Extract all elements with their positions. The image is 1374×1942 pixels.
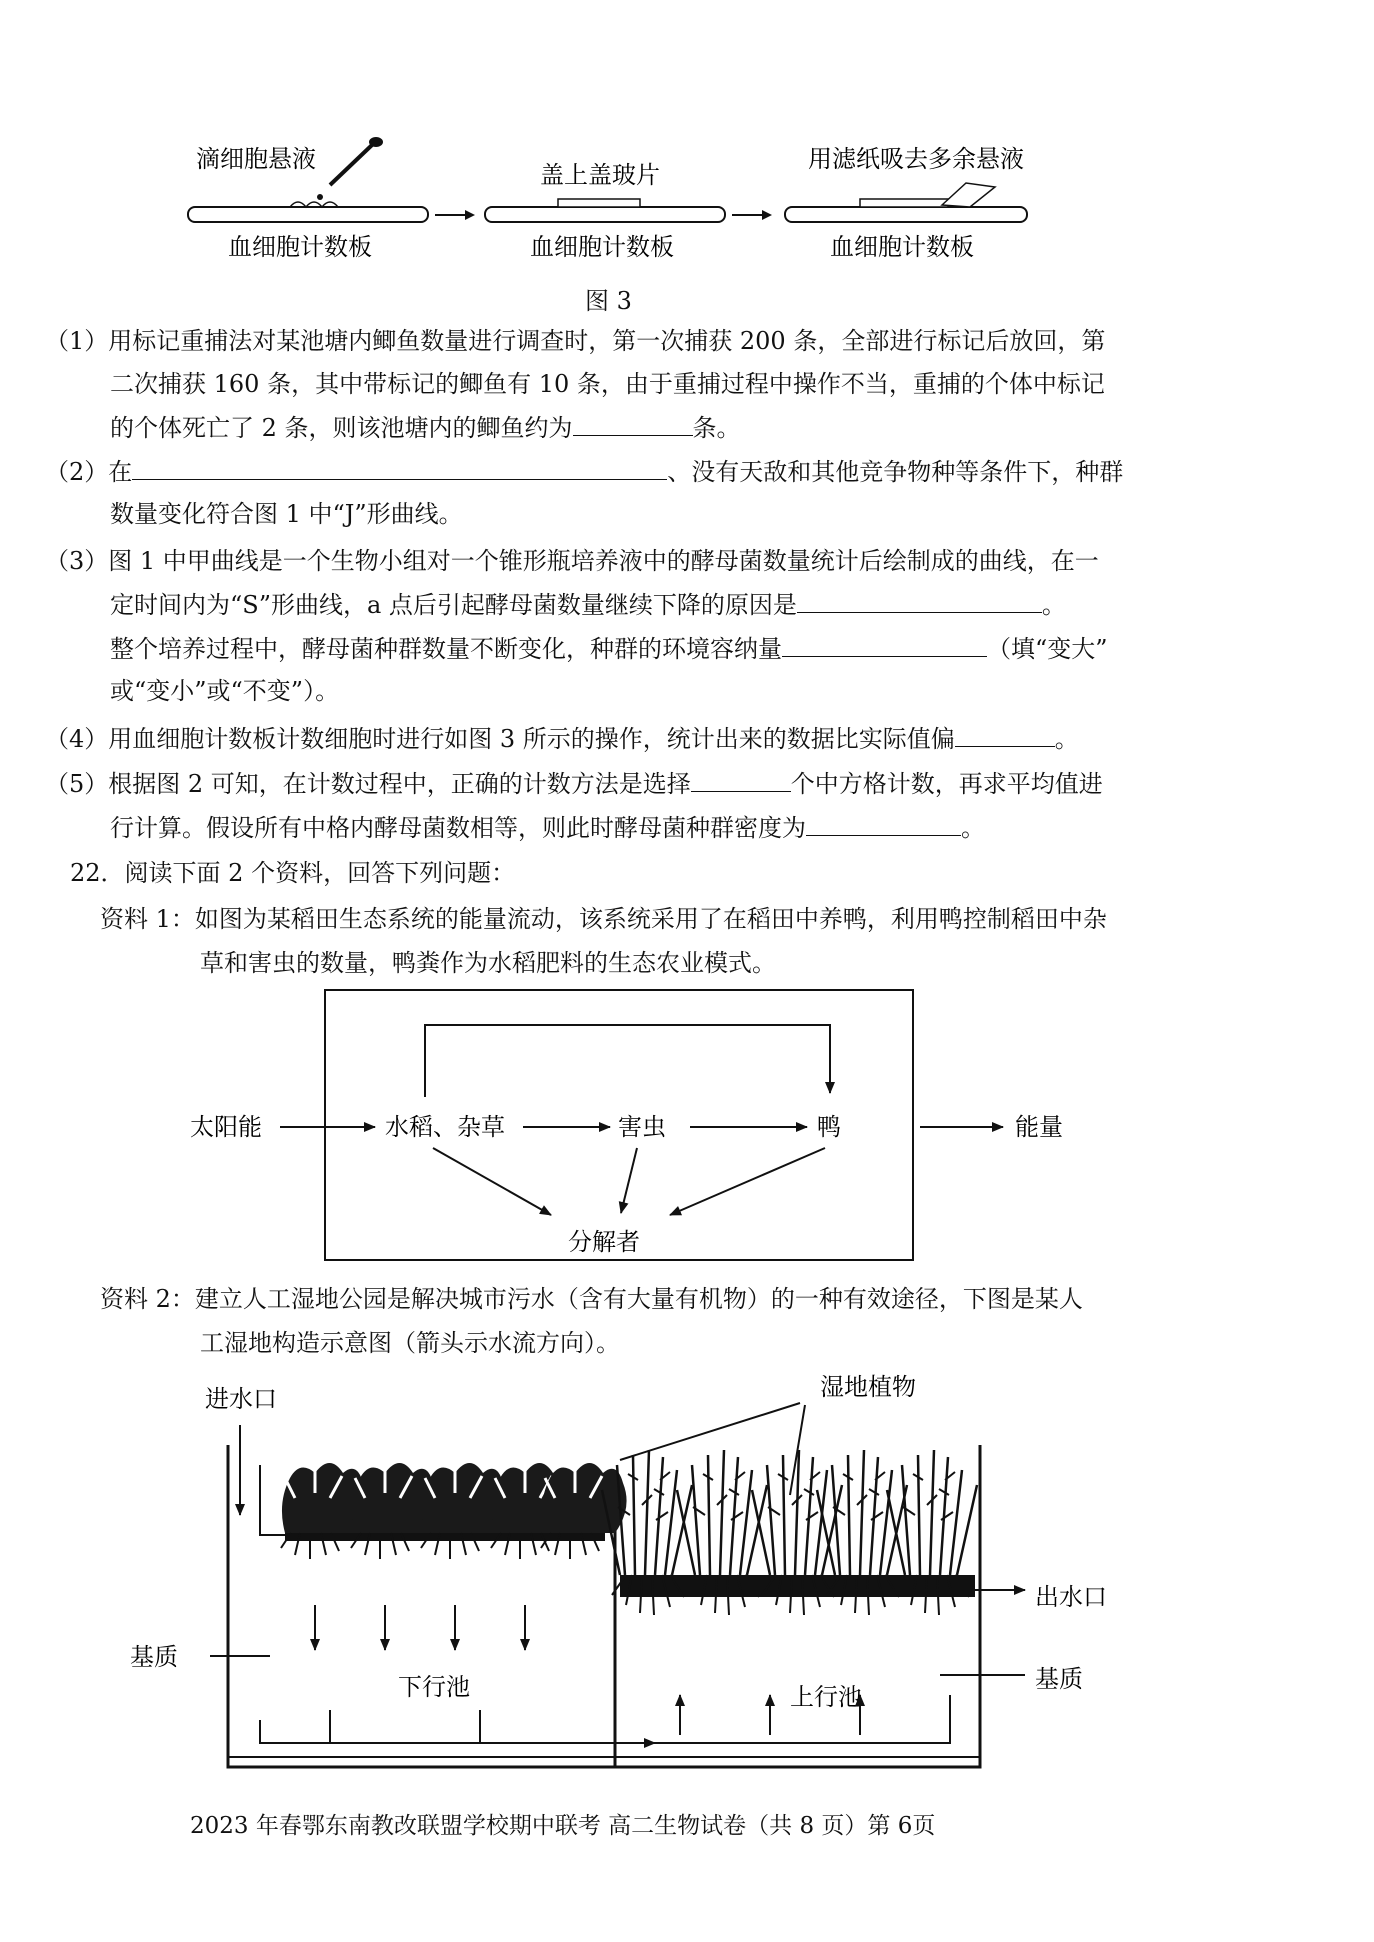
material1-line1: 资料 1：如图为某稻田生态系统的能量流动，该系统采用了在稻田中养鸭，利用鸭控制稻田中杂 [100, 905, 1107, 933]
material1-line2: 草和害虫的数量，鸭粪作为水稻肥料的生态农业模式。 [200, 949, 776, 977]
q21-p3-line3: 整个培养过程中，酵母菌种群数量不断变化，种群的环境容纳量 （填“变大” [110, 632, 1108, 665]
outlet-label: 出水口 [1035, 1583, 1107, 1611]
arrow-right-icon [435, 210, 475, 220]
filter-paper-icon [942, 183, 995, 207]
cover-slip [860, 199, 948, 207]
answer-blank [955, 722, 1055, 747]
material2-line2: 工湿地构造示意图（箭头示水流方向）。 [200, 1329, 620, 1357]
answer-blank [573, 411, 693, 436]
arrow-right-icon [732, 210, 772, 220]
answer-blank [132, 455, 667, 480]
energy-flow-diagram [185, 985, 1085, 1275]
counting-board-3 [785, 207, 1027, 222]
substrate-right-label: 基质 [1035, 1665, 1083, 1693]
q21-p2-line2: 数量变化符合图 1 中“J”形曲线。 [110, 500, 463, 528]
q21-p3-line2: 定时间内为“S”形曲线，a 点后引起酵母菌数量继续下降的原因是 。 [110, 588, 1066, 621]
node-duck: 鸭 [817, 1113, 841, 1141]
q21-p1-line2: 二次捕获 160 条，其中带标记的鲫鱼有 10 条，由于重捕过程中操作不当，重捕的个体中标记 [110, 370, 1105, 398]
node-pest: 害虫 [618, 1113, 666, 1141]
answer-blank [806, 811, 961, 836]
q21-p3-line4: 或“变小”或“不变”）。 [110, 677, 340, 705]
board-label-3: 血细胞计数板 [830, 233, 974, 261]
q21-p5-line1: （5）根据图 2 可知，在计数过程中，正确的计数方法是选择 个中方格计数，再求平均值进 [45, 767, 1103, 800]
material2-line1: 资料 2：建立人工湿地公园是解决城市污水（含有大量有机物）的一种有效途径，下图是某人 [100, 1285, 1083, 1313]
board-label-1: 血细胞计数板 [228, 233, 372, 261]
node-decomposer: 分解者 [568, 1228, 640, 1256]
counting-board-2 [485, 207, 725, 222]
pipette-icon [317, 137, 383, 200]
up-pool-label: 上行池 [790, 1683, 862, 1711]
answer-blank [691, 767, 791, 792]
page-footer: 2023 年春鄂东南教改联盟学校期中联考 高二生物试卷（共 8 页）第 6页 [190, 1813, 936, 1839]
wetland-diagram [100, 1365, 1240, 1785]
board-label-2: 血细胞计数板 [530, 233, 674, 261]
node-sun: 太阳能 [190, 1113, 262, 1141]
node-energy: 能量 [1015, 1113, 1063, 1141]
q21-p2-line1: （2）在 、没有天敌和其他竞争物种等条件下，种群 [45, 455, 1123, 488]
counting-board-1 [188, 207, 428, 222]
answer-blank [782, 632, 987, 657]
q21-p4-line1: （4）用血细胞计数板计数细胞时进行如图 3 所示的操作，统计出来的数据比实际值偏 。 [45, 722, 1079, 755]
plants-label: 湿地植物 [820, 1373, 916, 1401]
step1-label: 滴细胞悬液 [196, 145, 316, 173]
q22-intro: 22．阅读下面 2 个资料，回答下列问题： [70, 859, 516, 887]
step2-label: 盖上盖玻片 [540, 161, 660, 189]
cover-slip [558, 199, 640, 207]
q21-p3-line1: （3）图 1 中甲曲线是一个生物小组对一个锥形瓶培养液中的酵母菌数量统计后绘制成的曲线，在一 [45, 547, 1099, 575]
inlet-label: 进水口 [205, 1385, 277, 1413]
step3-label: 用滤纸吸去多余悬液 [808, 145, 1024, 173]
substrate-left-label: 基质 [130, 1643, 178, 1671]
answer-blank [797, 588, 1042, 613]
q21-p5-line2: 行计算。假设所有中格内酵母菌数相等，则此时酵母菌种群密度为 。 [110, 811, 985, 844]
q21-p1-line1: （1）用标记重捕法对某池塘内鲫鱼数量进行调查时，第一次捕获 200 条，全部进行标记后放回，第 [45, 327, 1106, 355]
figure-3-diagram [180, 135, 1060, 280]
down-pool-label: 下行池 [398, 1673, 470, 1701]
figure-3-caption: 图 3 [585, 287, 632, 315]
q21-p1-line3: 的个体死亡了 2 条，则该池塘内的鲫鱼约为 条。 [110, 411, 741, 444]
node-rice-weeds: 水稻、杂草 [385, 1113, 505, 1141]
